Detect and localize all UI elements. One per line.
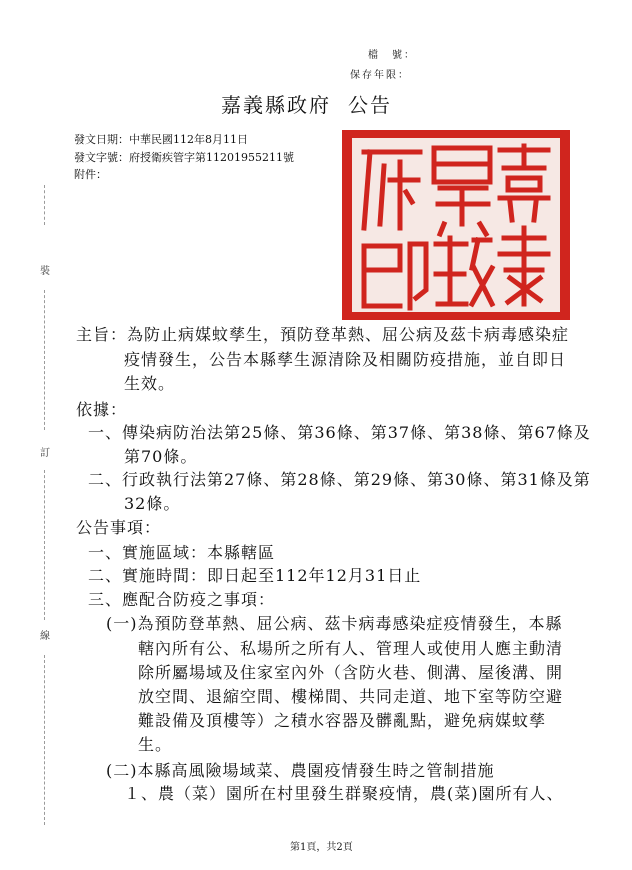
issue-date: 發文日期：中華民國112年8月11日	[74, 133, 248, 146]
basis-heading: 依據：	[76, 400, 128, 419]
agency-name: 嘉義縣政府	[221, 93, 331, 117]
seal-graphic	[340, 128, 572, 322]
subject-line-3: 生效。	[124, 374, 176, 393]
file-number-label: 檔 號：	[368, 50, 416, 61]
official-seal	[340, 128, 572, 322]
retention-period-label: 保存年限：	[350, 70, 410, 81]
document-type: 公告	[348, 93, 392, 117]
document-number: 發文字號：府授衛疾管字第11201955211號	[74, 151, 294, 164]
subject-line-2: 疫情發生，公告本縣孳生源清除及相關防疫措施，並自即日	[124, 350, 567, 369]
binding-mark-ding: 訂	[40, 448, 50, 459]
notice-item-3: 三、應配合防疫之事項：	[88, 590, 276, 609]
notice-heading: 公告事項：	[76, 518, 162, 537]
notice-sub-1-line-1: (一)為預防登革熱、屈公病、茲卡病毒感染症疫情發生，本縣	[106, 614, 563, 633]
notice-sub-1-line-4: 放空間、退縮空間、樓梯間、共同走道、地下室等防空避	[138, 687, 564, 706]
notice-sub-1-line-3: 除所屬場域及住家室內外（含防火巷、側溝、屋後溝、開	[138, 663, 564, 682]
basis-item-2-line-2: 32條。	[124, 494, 181, 513]
notice-sub-2-line-1: (二)本縣高風險場域菜、農園疫情發生時之管制措施	[106, 761, 495, 780]
notice-sub-1-line-6: 生。	[138, 735, 173, 754]
basis-item-1-line-1: 一、傳染病防治法第25條、第36條、第37條、第38條、第67條及	[88, 423, 591, 442]
binding-line-upper	[44, 290, 45, 430]
basis-item-1-line-2: 第70條。	[124, 447, 198, 466]
notice-sub-1-line-5: 難設備及頂樓等）之積水容器及髒亂點，避免病媒蚊孳	[138, 711, 547, 730]
binding-mark-zhuang: 裝	[40, 266, 50, 277]
attachment-label: 附件：	[74, 168, 107, 181]
notice-sub-1-line-2: 轄內所有公、私場所之所有人、管理人或使用人應主動清	[138, 639, 564, 658]
basis-item-2-line-1: 二、行政執行法第27條、第28條、第29條、第30條、第31條及第	[88, 470, 591, 489]
binding-mark-xian: 線	[40, 631, 50, 642]
notice-item-1: 一、實施區域：本縣轄區	[88, 543, 276, 562]
page-number: 第1頁，共2頁	[290, 842, 353, 853]
binding-line-bottom	[44, 655, 45, 825]
binding-line-lower	[44, 470, 45, 620]
notice-item-2: 二、實施時間：即日起至112年12月31日止	[88, 566, 422, 585]
binding-line-top	[44, 185, 45, 225]
notice-sub-2-item-1: １、農（菜）園所在村里發生群聚疫情，農(菜)園所有人、	[124, 784, 564, 803]
subject-line-1: 主旨：為防止病媒蚊孳生，預防登革熱、屈公病及茲卡病毒感染症	[76, 325, 570, 344]
